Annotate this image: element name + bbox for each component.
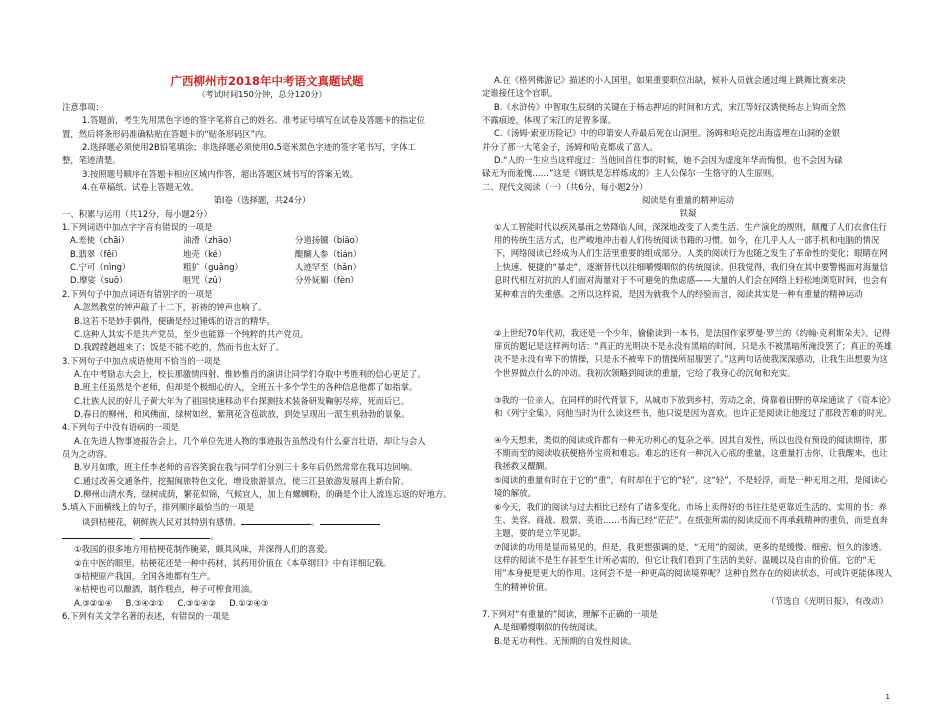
- q1-option: 醍醐人参（tián）: [295, 248, 362, 259]
- q6-option: 不露痕迹，体现了宋江的足智多谋。: [482, 115, 616, 126]
- article-paragraph: ⑥今天，我们的阅读与过去相比已经有了诸多变化。市场上卖得好的书往往是更靠近生活的、实用的书：养生、美容、商战、股票、英语……书海已经“茫茫”。在纸张所需的阅读反而不再承载精神的重负，而是直奔主题，要的是立竿见影。: [494, 501, 888, 539]
- q5-item: ④桔梗也可以酿酒，制作糕点，种子可榨食用油。: [74, 584, 258, 595]
- q2-option: C.这种人其实不是共产党员，至少也能算一个纯粹的共产党员。: [74, 328, 309, 339]
- q6-option: B.《水浒传》中智取生辰纲的关键在于杨志押运的时间和方式，宋江等好汉诱使杨志上钩而全然: [494, 101, 846, 112]
- blank-line: [140, 529, 210, 539]
- article-source: （节选自《光明日报》，有改动）: [766, 595, 888, 606]
- notice-line: 整，笔迹清楚。: [62, 155, 121, 166]
- q1-option: B.翡翠（fěi）: [70, 248, 123, 259]
- notice-line: 4.在草稿纸、试卷上答题无效。: [82, 182, 199, 193]
- q4-option: C.通过改善交通条件，挖掘闽旅特色文化，增设旅游景点，使三江县旅游发展再上新台阶。: [74, 475, 410, 486]
- notice-line: 置，然后将条形码准确粘贴在答题卡的“贴条形码区”内。: [62, 128, 272, 139]
- q6-stem: 6.下列有关文学名著的表述，有错误的一项是: [62, 611, 230, 622]
- q3-option: D.春日的柳州，和风佛面，绿树如丝，紫荆花含苞欲放，到处呈现出一派生机勃勃的景象。: [74, 408, 410, 419]
- q5-options: A.③②①④ B.③④②① C.③①④② D.①②④③: [74, 597, 269, 608]
- q6-option: 碌无为而羞愧……”这是《钢铁是怎样炼成的》主人公保尔一生恪守的人生原则。: [482, 168, 780, 179]
- q1-option: 分道扬镳（biāo）: [295, 235, 364, 246]
- q7-option: A.是细嚼慢咽似的传统阅读。: [494, 622, 603, 633]
- q5-item: ③桔梗原产我国，全国各地都有生产。: [74, 571, 216, 582]
- q3-option: A.在中考励志大会上，校长那激情四射、惟妙惟肖的演讲让同学们夺取中考胜利的信心更足了。: [74, 368, 426, 379]
- q5-item: ①我国的很多地方用桔梗花制作腌菜，颇具风味，并深得人们的喜爱。: [74, 544, 333, 555]
- article-paragraph: ②上世纪70年代初，我还是一个少年，偷偷读到一本书，是法国作家罗曼·罗兰的《约翰·克利斯朵夫》。记得扉页的题记是这样两句话：“真正的光明决不是永没有黑暗的时间，只是永不被黑暗所淹没罢了；真正的英雄决不是永没有卑下的情操，只是永不被卑下的情操所屈服罢了。”这两句话使我深深感动，让我生出想要为这个世界做点什么的冲动。我初次领略到阅读的重量，它给了我身心的沉甸和充实。: [494, 327, 892, 378]
- page-number: 1: [885, 693, 890, 701]
- q6-option: D.“人的一生应当这样度过：当他回首往事的时候，她不会因为虚度年华而悔恨，也不会因为碌: [494, 155, 843, 166]
- section1-heading: 一、积累与运用（共12分，每小题2分）: [62, 208, 212, 219]
- blank-line: [62, 529, 132, 539]
- q1-option: D.摩娑（suō）: [70, 275, 128, 286]
- q2-option: D.我蹚蹚趔趄来了；饭是不能不吃的，然而书也太好了。: [74, 342, 285, 353]
- q4-option: D.柳州山清水秀，绿树成荫，繁花似锦，气候宜人，加上有螺蛳粉，的确是个让人流连忘返的好地方。: [74, 488, 452, 499]
- q4-option: A.在先进人物事迹报告会上，几个单位先进人物的事迹报告虽然没有什么豪言壮语，却让与会人: [74, 435, 426, 446]
- q1-option: 咀咒（zǔ）: [183, 275, 227, 286]
- article-title: 阅读是有重量的精神运动: [641, 195, 735, 206]
- q4-stem: 4.下列句子中没有语病的一项是: [62, 422, 179, 433]
- q5-blank-row: 。 。: [62, 529, 462, 543]
- notice-line: 2.选择题必须使用2B铅笔填涂；非选择题必须使用0.5毫米黑色字迹的签字笔书写，字体工: [82, 142, 416, 153]
- article-paragraph: ④今天想来，类似的阅读或许都有一种无功利心的复杂之举。因其自发性，所以也没有预设的阅读期待，那不期而至的阅读收获便格外宝贵和难忘。难忘的还有一种沉入心底的重量，这重量打击你，让我醒来，也让我拯救又醍醐。: [494, 434, 888, 472]
- q7-option: B.是无功利性、无预期的自发性阅读。: [494, 635, 637, 646]
- article-author: 铁凝: [679, 208, 697, 219]
- left-column: [62, 74, 462, 623]
- q6-option: 定谁接任这个官职。: [482, 88, 558, 99]
- q1-option: 地壳（ké）: [183, 248, 227, 259]
- q1-option: 油滑（zhāo）: [183, 235, 237, 246]
- exam-subtitle: （考试时间150分钟，总分120分）: [197, 89, 327, 99]
- q5-lead-text: 谈到桔梗花，朝鲜族人民对其特别有感情。: [82, 516, 242, 527]
- q5-lead: 谈到桔梗花，朝鲜族人民对其特别有感情。 。: [62, 515, 462, 529]
- q4-option: 员为之动容。: [62, 448, 113, 459]
- notice-line: 1.答题前，考生先用黑色字迹的签字笔将自己的姓名、准考证号填写在试卷及答题卡的指定位: [82, 115, 425, 126]
- right-column: [482, 74, 894, 648]
- q1-option: 分外妩媚（fèn）: [295, 275, 359, 286]
- article-paragraph: ①人工智能时代以疾风暴雨之势降临人间，深深地改变了人类生活、生产演化的规则，颠覆了人们衣食住行用的传统生活方式，也严峻地冲击着人们传统阅读书籍的习惯。如今，在几乎人人一部手机和电脑的情况下，网络阅读已经成为人们生活里重要的组成部分。人类的阅读行为也随之发生了革命性的变化；眼睛在网上快速、便捷的“暴走”，逐渐替代以往细嚼慢咽似的传统阅读。但我觉得，我们身在其中要警惕面对海量信息时代相互对抗的人们面对海量对于不可避免的焦虑感——大量的人们会在网络上轻松地浏览时间，也会有某种难言的失重感。之所以这样说，是因为就我个人的经验而言，阅读其实是一种有重量的精神运动: [494, 221, 888, 299]
- q1-option: A.差使（chāi）: [70, 235, 130, 246]
- q6-option: 并分了那一大笔金子，汤姆和哈克都成了富人。: [482, 141, 658, 152]
- q1-option: 人迹罕至（hǎn）: [295, 262, 361, 273]
- notice-line: 3.按照题号顺序在答题卡相应区域内作答，超出答题区域书写的答案无效。: [82, 168, 358, 179]
- q1-option: C.宁可（nìng）: [70, 262, 131, 273]
- section2-heading: 二、现代文阅读（一）（共6分，每小题2分）: [482, 181, 648, 192]
- q7-stem: 7.下列对“有重量的”阅读，理解不正确的一项是: [482, 609, 658, 620]
- q2-stem: 2.下列句子中加点词语有错别字的一项是: [62, 288, 213, 299]
- q3-stem: 3.下列句子中加点成语使用不恰当的一项是: [62, 355, 221, 366]
- notice-heading: 注意事项：: [62, 102, 104, 112]
- q5-item: ②在中医的眼里，桔梗花还是一种中药材，其药用价值在《本草纲目》中有详细记载。: [74, 557, 392, 568]
- q5-stem: 5.填入下面横线上的句子，排列顺序最恰当的一项是: [62, 502, 255, 513]
- q3-option: B.班主任虽然是个老师，但却是个极细心的人，全班五十多个学生的各种信息他都了如指掌。: [74, 382, 418, 393]
- q6-option: C.《汤姆·索亚历险记》中的印第安人乔最后死在山洞里。汤姆和哈克挖出海盗埋在山洞的金银: [494, 128, 841, 139]
- q2-option: A.忽然教堂的钟声敲了十二下，祈祷的钟声也响了。: [74, 302, 267, 313]
- article-paragraph: ⑤阅读的重量有时在于它的“重”，有时却在于它的“轻”，这“轻”，不是轻浮，而是一种无用之用，是阅读心境的解放。: [494, 474, 888, 499]
- q1-options: [62, 234, 462, 287]
- part1-heading: 第Ⅰ卷（选择题，共24分）: [213, 195, 311, 206]
- article-paragraph: ⑦阅读的功用是显而易见的，但是，我更想强调的是，“无用”的阅读，更多的是缓慢、细密、恒久的渗透。这样的阅读不是生存甚至生计所必需的，但它让我们看到了生活的美好、温暖以及自由的价值。它的“无用”本身便是更大的作用。这何尝不是一种更高的阅读境界呢？这种自然存在的阅读状态，可或许更能体现人生的精神价值。: [494, 541, 892, 592]
- article-paragraph: ③我的一位亲人，在同样的时代背景下，从城市下放到乡村，劳动之余，倚靠着田野的草垛通读了《资本论》和《列宁全集》。问他当时为什么读这些书，他只说是因为喜欢。也许正是阅读让他度过了那段苦难的时光。: [494, 394, 892, 419]
- exam-title: 广西柳州市2018年中考语文真题试题: [170, 74, 364, 88]
- q2-option: B.这若不是妙手偶得，便确是经过锤炼的语言的精华。: [74, 315, 276, 326]
- q6-option: A.在《格列佛游记》描述的小人国里，如果重要职位出缺，候补人员就会通过绳上跳舞比赛来决: [494, 75, 846, 85]
- q3-option: C.壮族人民的好儿子黄大年为了祖国快速移动平台探测技术装备研发鞠躬尽瘁，死而后已。: [74, 395, 410, 406]
- q1-stem: 1.下列词语中加点字字音有错误的一项是: [62, 222, 213, 233]
- blank-line: [241, 515, 311, 525]
- blank-line: [320, 515, 380, 525]
- q4-option: B.岁月如歌，班主任李老师的音容笑貌在我与同学们分别三十多年后仍然常常在我耳边回响。: [74, 462, 418, 473]
- q1-option: 粗犷（guǎng）: [183, 262, 243, 273]
